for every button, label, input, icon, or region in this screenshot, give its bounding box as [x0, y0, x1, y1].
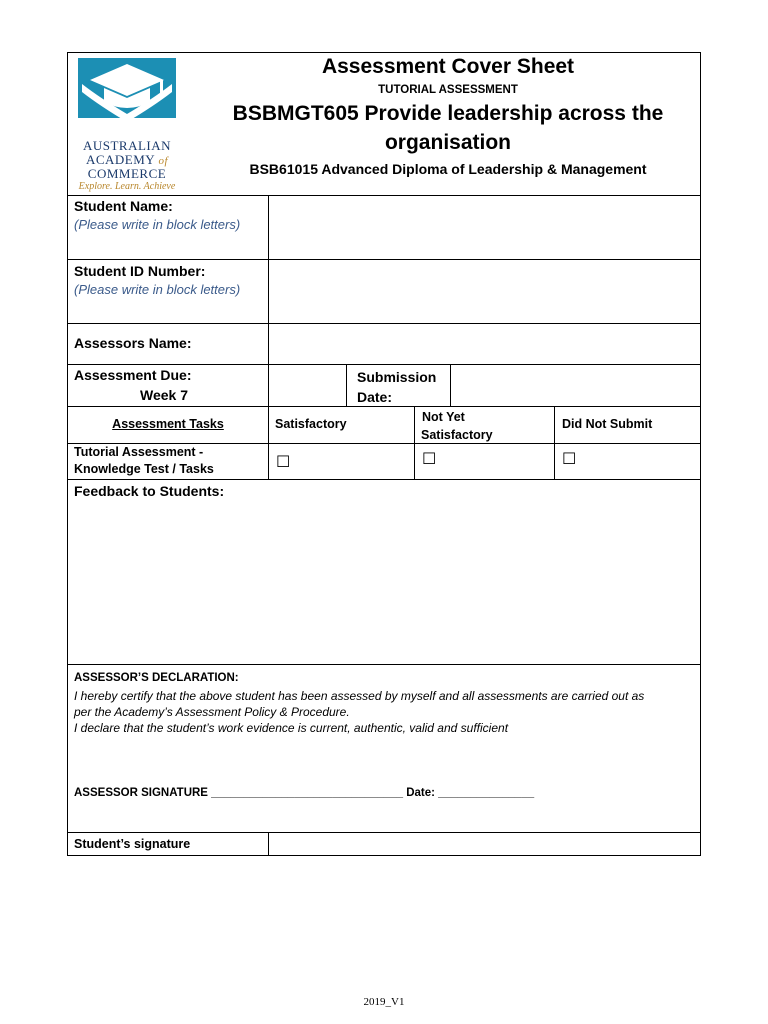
- declaration-line2: per the Academy’s Assessment Policy & Procedure.: [74, 705, 350, 719]
- not-yet-satisfactory-checkbox[interactable]: ☐: [422, 451, 437, 468]
- declaration-line3: I declare that the student’s work evidence is current, authentic, valid and sufficient: [74, 721, 509, 735]
- did-not-submit-checkbox[interactable]: ☐: [562, 451, 577, 468]
- document-version: 2019_V1: [363, 996, 405, 1008]
- declaration-text: [74, 688, 696, 736]
- task-name-cell: [74, 444, 214, 478]
- assessment-due-field[interactable]: [269, 365, 346, 406]
- student-name-field[interactable]: [269, 196, 700, 259]
- assessors-name-field[interactable]: [269, 324, 700, 364]
- feedback-label: Feedback to Students:: [74, 483, 225, 499]
- unit-title-line1: BSBMGT605 Provide leadership across the: [232, 102, 664, 125]
- submission-date-label: [357, 367, 436, 407]
- task-line2: Knowledge Test / Tasks: [74, 462, 214, 476]
- student-id-field[interactable]: [269, 260, 700, 323]
- logo-tagline: Explore. Learn. Achieve: [78, 181, 176, 192]
- not-yet-line1: Not Yet: [422, 410, 465, 424]
- satisfactory-header: Satisfactory: [275, 417, 347, 431]
- not-yet-satisfactory-header: [421, 408, 493, 444]
- did-not-submit-header: Did Not Submit: [562, 417, 653, 431]
- task-line1: Tutorial Assessment -: [74, 445, 204, 459]
- student-signature-field[interactable]: [269, 833, 700, 855]
- student-id-hint: (Please write in block letters): [74, 282, 241, 297]
- declaration-line1: I hereby certify that the above student has been assessed by myself and all assessments are carried out as: [74, 689, 645, 703]
- student-signature-label: Student’s signature: [74, 837, 191, 851]
- satisfactory-checkbox[interactable]: ☐: [276, 454, 291, 471]
- logo-line-commerce: COMMERCE: [87, 166, 167, 181]
- unit-title-line2: organisation: [384, 131, 511, 154]
- logo-line-australian: AUSTRALIAN: [82, 138, 172, 153]
- assessment-tasks-header: Assessment Tasks: [112, 417, 224, 431]
- assessors-name-label: Assessors Name:: [74, 335, 192, 351]
- logo-academy-word: ACADEMY: [85, 152, 155, 167]
- student-id-label-cell: [74, 263, 240, 297]
- student-name-label-cell: [74, 198, 240, 232]
- student-name-label: Student Name:: [74, 198, 173, 214]
- student-name-hint: (Please write in block letters): [74, 217, 241, 232]
- submission-label-line1: Submission: [357, 369, 437, 385]
- assessor-signature-line[interactable]: ASSESSOR SIGNATURE ______________________________ Date: _______________: [74, 787, 535, 799]
- page-title: Assessment Cover Sheet: [321, 55, 575, 78]
- student-id-label: Student ID Number:: [74, 263, 206, 279]
- logo-of-word: of: [158, 155, 169, 167]
- assessment-due-label: Assessment Due:: [74, 367, 192, 383]
- not-yet-line2: Satisfactory: [421, 428, 493, 442]
- declaration-heading: ASSESSOR’S DECLARATION:: [74, 672, 239, 684]
- course-title: BSB61015 Advanced Diploma of Leadership & Management: [249, 161, 647, 177]
- cover-sheet-form: [67, 52, 701, 856]
- page-subtitle: TUTORIAL ASSESSMENT: [378, 84, 518, 96]
- feedback-field[interactable]: [69, 503, 700, 663]
- assessment-due-value: Week 7: [140, 387, 188, 403]
- submission-label-line2: Date:: [357, 389, 393, 405]
- submission-date-field[interactable]: [451, 365, 700, 406]
